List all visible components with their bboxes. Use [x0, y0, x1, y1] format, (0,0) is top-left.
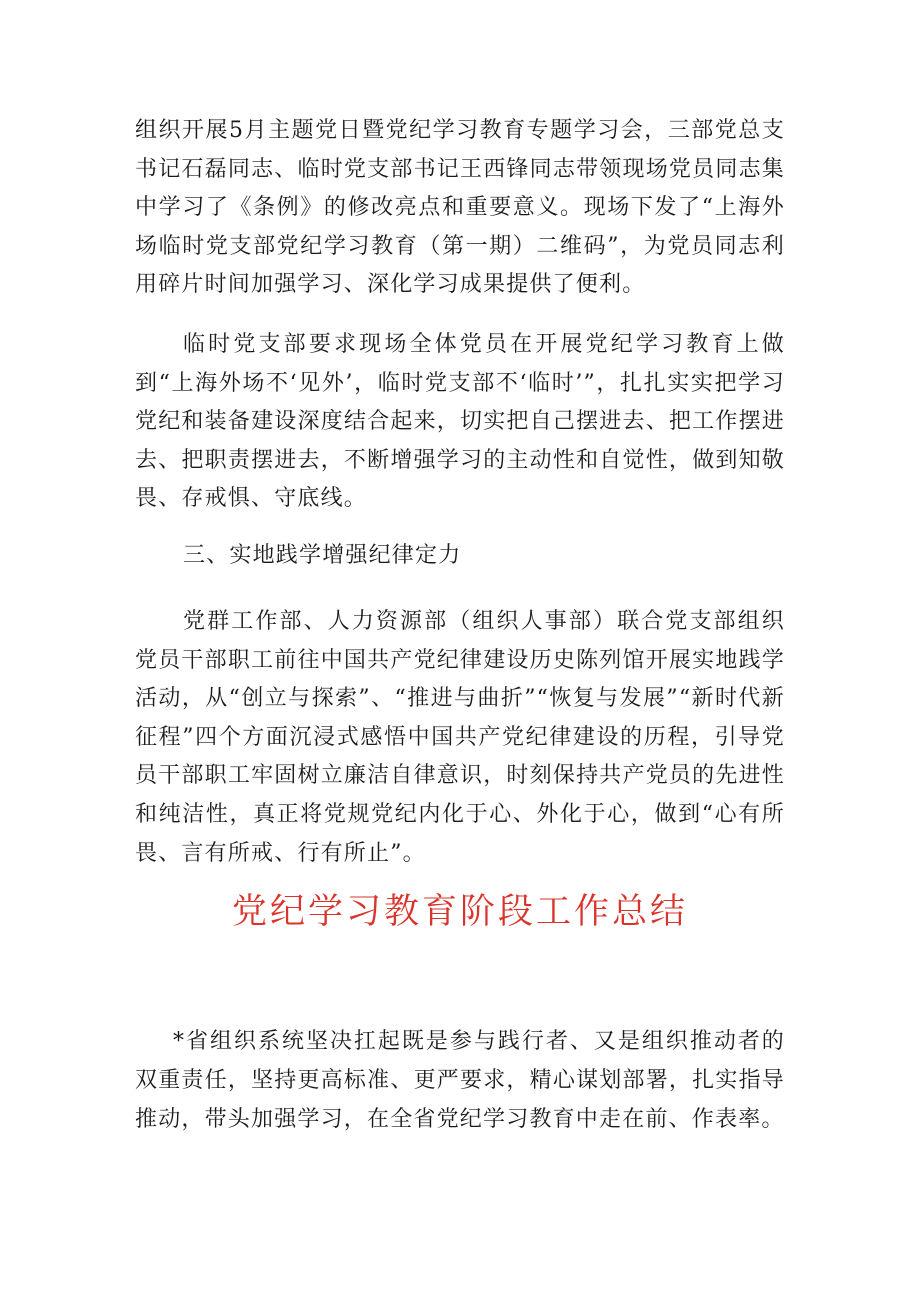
- body-paragraph-2: 临时党支部要求现场全体党员在开展党纪学习教育上做到“上海外场不‘见外’，临时党支部不‘临时’”，扎扎实实把学习党纪和装备建设深度结合起来，切实把自己摆进去、把工作摆进去、把职责摆进去，不断增强学习的主动性和自觉性，做到知敬畏、存戒惧、守底线。: [135, 332, 785, 512]
- section-heading-3: 三、实地践学增强纪律定力: [183, 543, 462, 568]
- body-paragraph-3: 党群工作部、人力资源部（组织人事部）联合党支部组织党员干部职工前往中国共产党纪律建设历史陈列馆开展实地践学活动，从“创立与探索”、“推进与曲折”“恢复与发展”“新时代新征程”四个方面沉浸式感悟中国共产党纪律建设的历程，引导党员干部职工牢固树立廉洁自律意识，时刻保持共产党员的先进性和纯洁性，真正将党规党纪内化于心、外化于心，做到“心有所畏、言有所戒、行有所止”。: [135, 609, 785, 866]
- body-paragraph-1: 组织开展5月主题党日暨党纪学习教育专题学习会，三部党总支书记石磊同志、临时党支部书记王西锋同志带领现场党员同志集中学习了《条例》的修改亮点和重要意义。现场下发了“上海外场临时党支部党纪学习教育（第一期）二维码”，为党员同志利用碎片时间加强学习、深化学习成果提供了便利。: [135, 118, 785, 298]
- document-title: 党纪学习教育阶段工作总结: [231, 892, 688, 932]
- body-paragraph-4: *省组织系统坚决扛起既是参与践行者、又是组织推动者的双重责任，坚持更高标准、更严要求，精心谋划部署，扎实指导推动，带头加强学习，在全省党纪学习教育中走在前、作表率。: [135, 1029, 785, 1132]
